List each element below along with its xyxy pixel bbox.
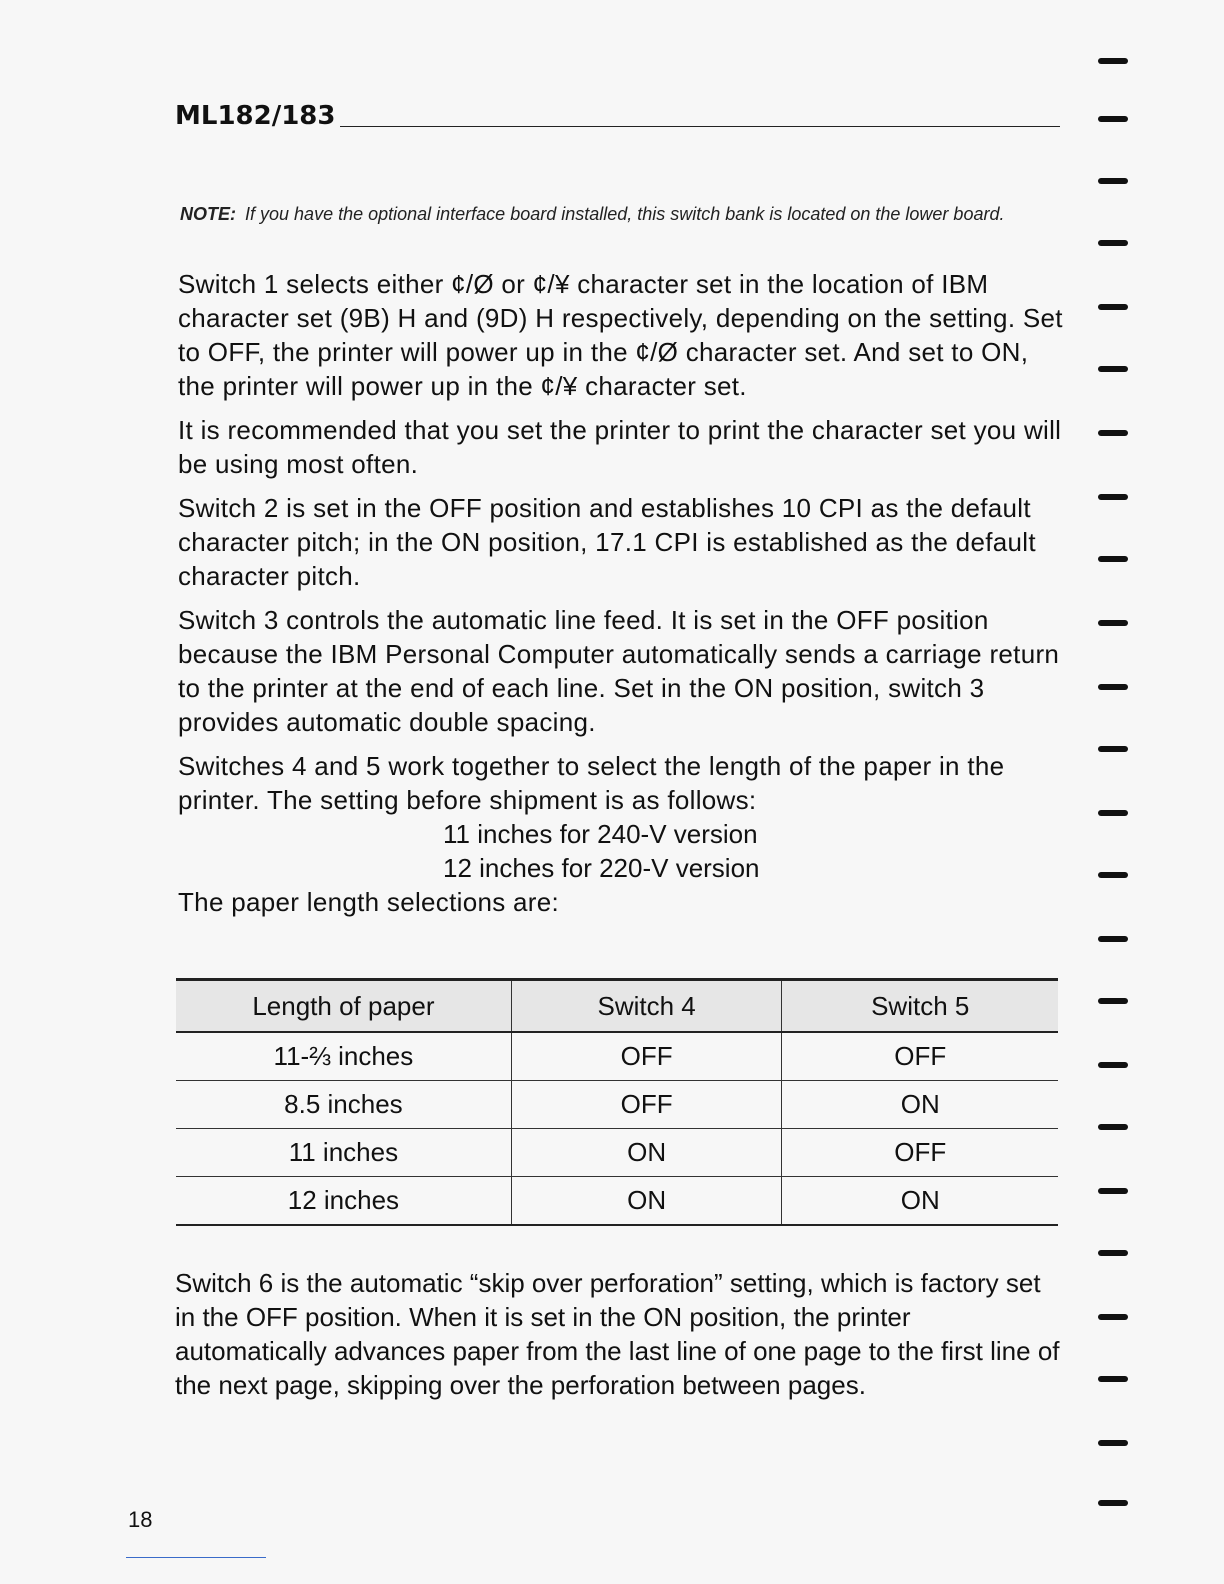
note-text: If you have the optional interface board installed, this switch bank is located on the lower board. xyxy=(245,204,1005,224)
cell-length: 12 inches xyxy=(176,1177,511,1226)
edge-mark xyxy=(1098,178,1128,184)
cell-switch4: OFF xyxy=(511,1032,782,1081)
cell-switch4: OFF xyxy=(511,1081,782,1129)
edge-mark xyxy=(1098,1440,1128,1446)
edge-mark xyxy=(1098,998,1128,1004)
cell-switch4: ON xyxy=(511,1129,782,1177)
edge-mark xyxy=(1098,366,1128,372)
edge-mark xyxy=(1098,116,1128,122)
lower-column xyxy=(175,1266,1065,1412)
footer-rule xyxy=(126,1557,266,1558)
table-row xyxy=(176,1032,1058,1081)
shipment-settings xyxy=(178,817,1063,885)
edge-mark xyxy=(1098,1124,1128,1130)
edge-mark xyxy=(1098,1250,1128,1256)
edge-mark xyxy=(1098,1500,1128,1506)
header-rule xyxy=(340,126,1060,127)
edge-mark xyxy=(1098,494,1128,500)
cell-length: 8.5 inches xyxy=(176,1081,511,1129)
cell-length: 11 inches xyxy=(176,1129,511,1177)
recommendation-paragraph: It is recommended that you set the printer to print the character set you will be using most often. xyxy=(178,415,1062,479)
note-label: NOTE: xyxy=(180,204,236,224)
switch2-paragraph: Switch 2 is set in the OFF position and establishes 10 CPI as the default character pitch; in the ON position, 17.1 CPI is established as the default character pitch. xyxy=(178,493,1036,591)
shipment-line-220v: 12 inches for 220-V version xyxy=(443,853,760,883)
edge-mark xyxy=(1098,1314,1128,1320)
edge-mark xyxy=(1098,556,1128,562)
edge-mark xyxy=(1098,684,1128,690)
edge-mark xyxy=(1098,746,1128,752)
cell-length: 11-⅔ inches xyxy=(176,1032,511,1081)
header-switch5: Switch 5 xyxy=(782,980,1058,1033)
paper-length-table xyxy=(176,978,1058,1226)
switch45-paragraph: Switches 4 and 5 work together to select the length of the paper in the printer. The setting before shipment is as follows: xyxy=(178,751,1005,815)
table-row xyxy=(176,1177,1058,1226)
cell-switch4: ON xyxy=(511,1177,782,1226)
edge-mark xyxy=(1098,304,1128,310)
switch3-paragraph: Switch 3 controls the automatic line feed. It is set in the OFF position because the IBM Personal Computer automatically sends a carriage return to the printer at the end of each line. Set in the ON position, switch 3 provides automatic double spacing. xyxy=(178,605,1060,737)
cell-switch5: ON xyxy=(782,1081,1058,1129)
edge-mark xyxy=(1098,58,1128,64)
table-row xyxy=(176,1129,1058,1177)
edge-mark xyxy=(1098,1188,1128,1194)
header-length: Length of paper xyxy=(176,980,511,1033)
switch1-paragraph: Switch 1 selects either ¢/Ø or ¢/¥ character set in the location of IBM character set (9B) H and (9D) H respectively, depending on the setting. Set to OFF, the printer will power up in the ¢/Ø character set. And set to ON, the printer will power up in the ¢/¥ character set. xyxy=(178,269,1063,401)
page-number: 18 xyxy=(128,1507,153,1532)
edge-mark xyxy=(1098,872,1128,878)
edge-mark xyxy=(1098,620,1128,626)
edge-mark xyxy=(1098,936,1128,942)
selections-intro: The paper length selections are: xyxy=(178,887,560,917)
cell-switch5: ON xyxy=(782,1177,1058,1226)
edge-mark xyxy=(1098,1062,1128,1068)
table-row xyxy=(176,1081,1058,1129)
manual-title: ML182/183 xyxy=(175,96,339,136)
main-column xyxy=(178,267,1063,929)
edge-mark xyxy=(1098,810,1128,816)
edge-mark xyxy=(1098,430,1128,436)
binding-edge-marks xyxy=(1098,0,1138,1584)
page-header xyxy=(175,96,1060,136)
edge-mark xyxy=(1098,1376,1128,1382)
shipment-line-240v: 11 inches for 240-V version xyxy=(443,819,758,849)
table-header-row xyxy=(176,980,1058,1033)
header-switch4: Switch 4 xyxy=(511,980,782,1033)
cell-switch5: OFF xyxy=(782,1129,1058,1177)
switch6-paragraph: Switch 6 is the automatic “skip over perforation” setting, which is factory set in the OFF position. When it is set in the ON position, the printer automatically advances paper from the last line of one page to the first line of the next page, skipping over the perforation between pages. xyxy=(175,1268,1060,1400)
note-box xyxy=(180,202,1050,227)
edge-mark xyxy=(1098,240,1128,246)
cell-switch5: OFF xyxy=(782,1032,1058,1081)
